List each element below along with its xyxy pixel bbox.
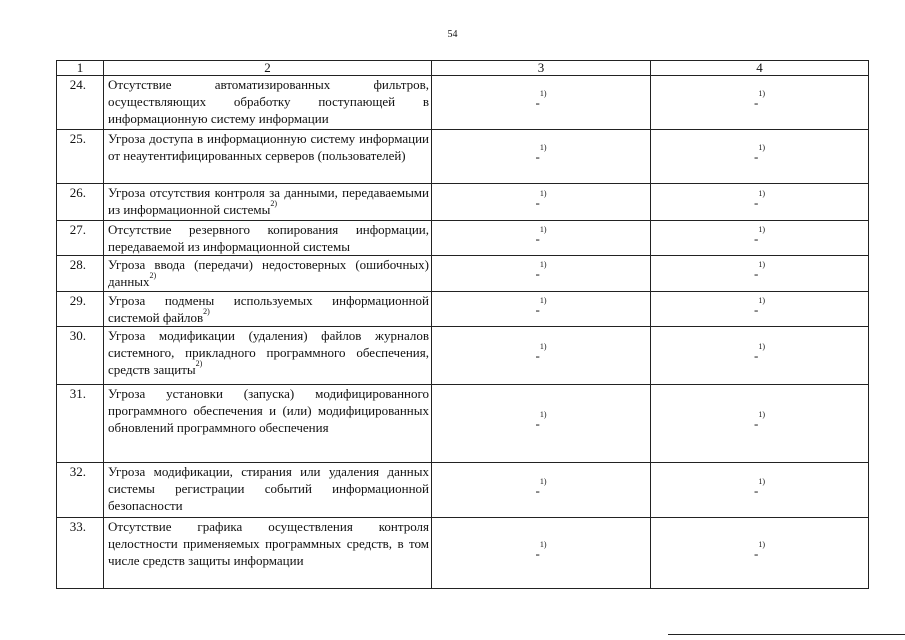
footnote-marker: 1) [758,89,765,98]
table-row [57,327,869,385]
threat-text: Угроза ввода (передачи) недостоверных (ошибочных) данных [108,257,429,289]
row-number: 33. [57,518,104,589]
value-dash: - [753,95,759,110]
threat-description [104,327,432,385]
footnote-marker: 1) [758,188,765,198]
footnote-marker: 1) [758,224,765,234]
table-row [57,385,869,463]
threat-text: Угроза подмены используемых информационной системой файлов [108,293,429,325]
row-number: 28. [57,256,104,292]
threats-table [56,60,869,589]
column-3-cell [432,130,651,184]
column-4-cell [651,518,869,589]
value-dash: - [753,230,759,246]
table-row [57,518,869,589]
footnote-marker: 1) [758,260,765,269]
column-4-cell [651,327,869,385]
footnote-marker: 1) [758,410,765,419]
value-dash: - [535,416,540,431]
row-number: 27. [57,221,104,256]
column-header-1: 1 [57,61,104,76]
column-header-2: 2 [104,61,432,76]
threat-text: Угроза отсутствия контроля за данными, передаваемыми из информационной системы [108,185,429,217]
footnote-marker: 2) [195,359,203,368]
value-dash: - [753,348,759,363]
threat-description [104,256,432,292]
table-row [57,184,869,221]
column-4-cell [651,292,869,327]
value-dash: - [753,545,759,561]
threat-description [104,76,432,130]
value-dash: - [535,301,540,317]
value-dash: - [535,266,540,281]
column-3-cell [432,518,651,589]
column-3-cell [432,184,651,221]
value-dash: - [535,348,540,363]
footnote-marker: 1) [539,295,547,305]
threat-text: Угроза модификации, стирания или удаления данных системы регистрации событий информационной безопасности [108,464,429,513]
row-number: 25. [57,130,104,184]
threat-text: Угроза модификации (удаления) файлов журналов системного, прикладного программного обеспечения, средств защиты [108,328,429,377]
footnote-marker: 1) [539,143,547,152]
table-row [57,463,869,518]
column-3-cell [432,221,651,256]
footnote-marker: 1) [758,476,765,486]
threat-text: Отсутствие графика осуществления контроля целостности применяемых программных средств, в том числе средств защиты информации [108,519,429,568]
column-4-cell [651,130,869,184]
footnote-marker: 2) [270,199,278,208]
column-4-cell [651,221,869,256]
value-dash: - [753,266,759,281]
footnote-marker: 1) [758,143,765,152]
footnote-marker: 2) [203,307,210,316]
threat-description [104,130,432,184]
column-3-cell [432,463,651,518]
footnote-marker: 1) [758,539,765,549]
row-number: 30. [57,327,104,385]
table-header-row [57,61,869,76]
row-number: 29. [57,292,104,327]
threat-description [104,292,432,327]
threat-description [104,221,432,256]
footnote-separator-line [668,634,905,635]
footnote-marker: 1) [539,342,547,351]
value-dash: - [535,545,540,561]
threat-description [104,518,432,589]
row-number: 32. [57,463,104,518]
column-4-cell [651,184,869,221]
value-dash: - [535,95,540,110]
column-3-cell [432,76,651,130]
threat-text: Отсутствие резервного копирования информации, передаваемой из информационной системы [108,222,429,254]
value-dash: - [753,482,759,498]
column-4-cell [651,385,869,463]
table-row [57,256,869,292]
footnote-marker: 2) [149,271,157,280]
threat-text: Угроза доступа в информационную систему информации от неаутентифицированных серверов (пользователей) [108,131,429,163]
threat-description [104,463,432,518]
value-dash: - [535,194,540,210]
value-dash: - [535,149,540,164]
footnote-marker: 1) [539,89,547,98]
footnote-marker: 1) [539,476,547,486]
value-dash: - [535,230,540,246]
table-row [57,292,869,327]
column-3-cell [432,256,651,292]
footnote-marker: 1) [539,224,547,234]
column-header-4: 4 [651,61,869,76]
row-number: 31. [57,385,104,463]
value-dash: - [535,482,540,498]
value-dash: - [753,194,759,210]
column-4-cell [651,463,869,518]
table-row [57,221,869,256]
table-row [57,76,869,130]
footnote-marker: 1) [539,188,547,198]
value-dash: - [753,149,759,164]
footnote-marker: 1) [539,539,547,549]
column-4-cell [651,76,869,130]
row-number: 24. [57,76,104,130]
table-row [57,130,869,184]
footnote-marker: 1) [539,260,547,269]
column-4-cell [651,256,869,292]
row-number: 26. [57,184,104,221]
footnote-marker: 1) [539,410,547,419]
column-3-cell [432,292,651,327]
threat-description [104,385,432,463]
threat-text: Угроза установки (запуска) модифицированного программного обеспечения и (или) модифицированных обновлений программного обеспечения [108,386,429,435]
footnote-marker: 1) [758,295,765,305]
page-number: 54 [447,29,458,40]
column-3-cell [432,327,651,385]
column-header-3: 3 [432,61,651,76]
footnote-marker: 1) [758,342,765,351]
value-dash: - [753,416,759,431]
value-dash: - [753,301,759,317]
column-3-cell [432,385,651,463]
threat-text: Отсутствие автоматизированных фильтров, осуществляющих обработку поступающей в информационную систему информации [108,77,429,126]
threat-description [104,184,432,221]
